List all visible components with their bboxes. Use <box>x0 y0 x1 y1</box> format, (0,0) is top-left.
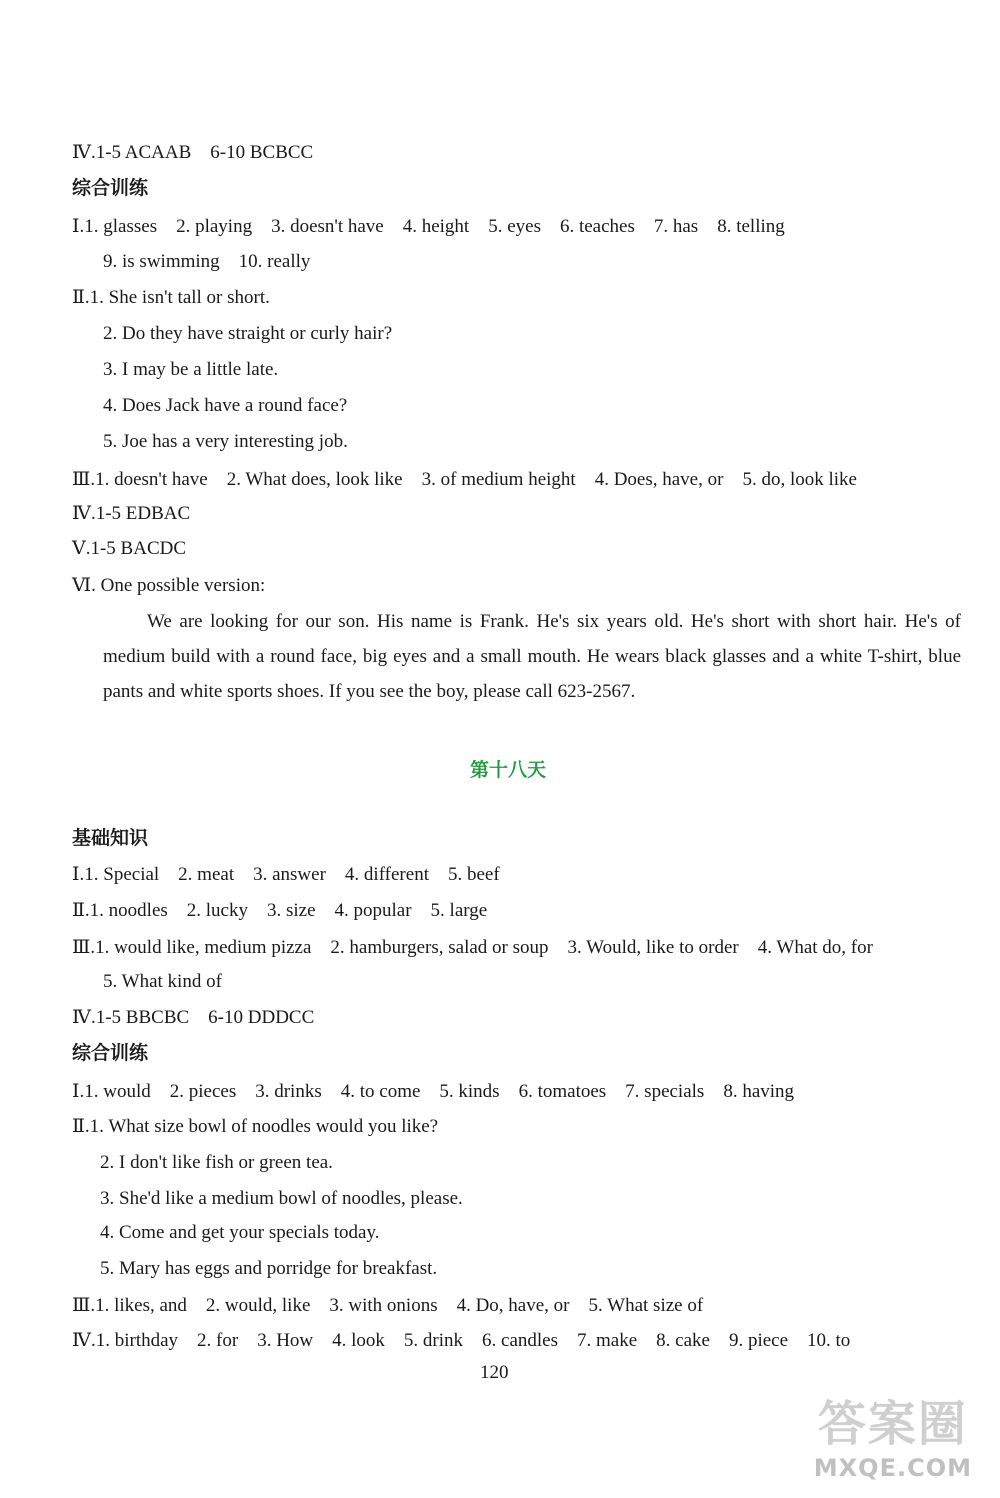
section-heading: 综合训练 <box>72 177 149 199</box>
answer-line: 5. Mary has eggs and porridge for breakfast. <box>100 1258 438 1279</box>
answer-line: 2. Do they have straight or curly hair? <box>103 323 393 344</box>
answer-line: Ⅱ.1. What size bowl of noodles would you like? <box>72 1116 439 1137</box>
answer-line: Ⅵ. One possible version: <box>72 575 266 596</box>
answer-line: 5. What kind of <box>103 971 222 992</box>
day-title: 第十八天 <box>470 759 547 781</box>
section-heading: 基础知识 <box>72 827 149 849</box>
answer-line: Ⅲ.1. likes, and 2. would, like 3. with onions 4. Do, have, or 5. What size of <box>72 1295 704 1316</box>
section-heading: 综合训练 <box>72 1042 149 1064</box>
answer-line: Ⅱ.1. She isn't tall or short. <box>72 287 270 308</box>
answer-line: Ⅳ.1-5 ACAAB 6-10 BCBCC <box>72 142 314 163</box>
answer-line: Ⅰ.1. Special 2. meat 3. answer 4. different 5. beef <box>72 864 500 885</box>
answer-line: Ⅰ.1. would 2. pieces 3. drinks 4. to come 5. kinds 6. tomatoes 7. specials 8. having <box>72 1081 795 1102</box>
watermark-logo <box>814 1385 972 1482</box>
answer-line: Ⅲ.1. would like, medium pizza 2. hamburgers, salad or soup 3. Would, like to order 4. What do, for <box>72 937 873 958</box>
watermark-top: 答案圈 <box>817 1396 968 1452</box>
answer-line: 9. is swimming 10. really <box>103 251 311 272</box>
essay-paragraph: We are looking for our son. His name is Frank. He's six years old. He's short with short hair. He's of medium build with a round face, big eyes and a small mouth. He wears black glasses and a white T-shirt, blue pants and white sports shoes. If you see the boy, please call 623-2567. <box>103 611 961 702</box>
answer-line: 4. Does Jack have a round face? <box>103 395 348 416</box>
page-number: 120 <box>480 1362 509 1383</box>
watermark-bottom: MXQE.COM <box>813 1454 972 1482</box>
answer-line: Ⅳ.1-5 BBCBC 6-10 DDDCC <box>72 1007 315 1028</box>
answer-line: 4. Come and get your specials today. <box>100 1222 380 1243</box>
answer-line: Ⅳ.1-5 EDBAC <box>72 503 191 524</box>
answer-line: 5. Joe has a very interesting job. <box>103 431 348 452</box>
answer-line: 3. I may be a little late. <box>103 359 279 380</box>
answer-line: 3. She'd like a medium bowl of noodles, please. <box>100 1188 463 1209</box>
answer-line: Ⅳ.1. birthday 2. for 3. How 4. look 5. drink 6. candles 7. make 8. cake 9. piece 10. to <box>72 1330 851 1351</box>
answer-line: Ⅰ.1. glasses 2. playing 3. doesn't have 4. height 5. eyes 6. teaches 7. has 8. telling <box>72 216 785 237</box>
answer-line: Ⅲ.1. doesn't have 2. What does, look like 3. of medium height 4. Does, have, or 5. do, look like <box>72 469 857 490</box>
answer-line: Ⅱ.1. noodles 2. lucky 3. size 4. popular 5. large <box>72 900 488 921</box>
answer-line: Ⅴ.1-5 BACDC <box>72 538 187 559</box>
answer-line: 2. I don't like fish or green tea. <box>100 1152 333 1173</box>
